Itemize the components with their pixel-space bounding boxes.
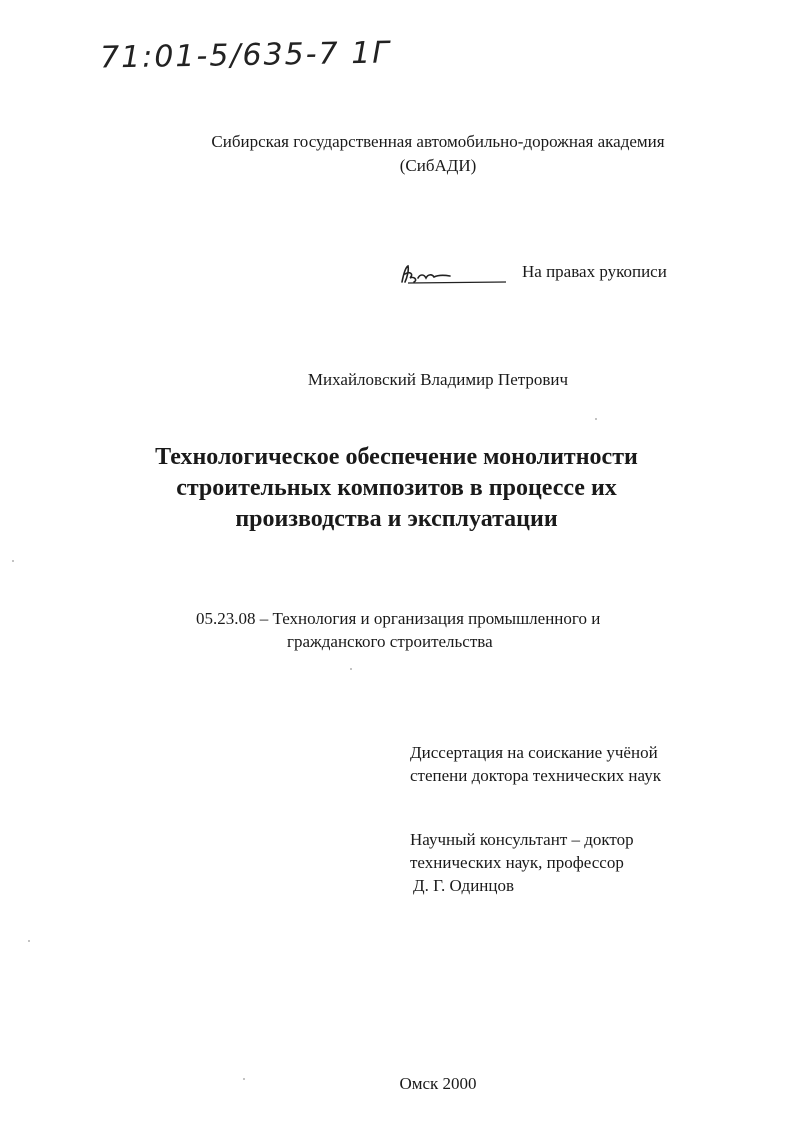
signature-scribble — [398, 262, 510, 286]
degree-line: степени доктора технических наук — [410, 766, 661, 785]
scan-speck — [350, 668, 352, 670]
scan-speck — [595, 418, 597, 420]
author-name: Михайловский Владимир Петрович — [307, 370, 569, 389]
rights-note: На правах рукописи — [522, 262, 667, 281]
archive-code-handwritten: 71:01-5/635-7 1Г — [99, 35, 392, 76]
specialty-block — [196, 607, 600, 653]
dissertation-title — [60, 442, 733, 535]
specialty-code-line: 05.23.08 – Технология и организация промышленного и — [196, 609, 601, 628]
specialty-continuation: гражданского строительства — [287, 632, 493, 651]
degree-line: Диссертация на соискание учёной — [410, 743, 658, 762]
consultant-name: Д. Г. Одинцов — [413, 876, 515, 895]
title-line: строительных композитов в процессе их — [176, 475, 617, 501]
dissertation-degree-block — [410, 741, 661, 787]
city-year: Омск 2000 — [399, 1074, 477, 1093]
scan-speck — [12, 560, 14, 562]
consultant-role: Научный консультант – доктор — [410, 830, 634, 849]
institution-abbreviation: (СибАДИ) — [399, 156, 477, 175]
consultant-block — [410, 828, 634, 897]
title-line: производства и эксплуатации — [235, 506, 558, 532]
consultant-credentials: технических наук, профессор — [410, 853, 624, 872]
signature — [398, 262, 510, 291]
title-line: Технологическое обеспечение монолитности — [155, 444, 638, 470]
institution-name: Сибирская государственная автомобильно-дорожная академия — [211, 132, 665, 151]
scan-speck — [28, 940, 30, 942]
institution-block — [150, 130, 726, 178]
scan-speck — [243, 1078, 245, 1080]
